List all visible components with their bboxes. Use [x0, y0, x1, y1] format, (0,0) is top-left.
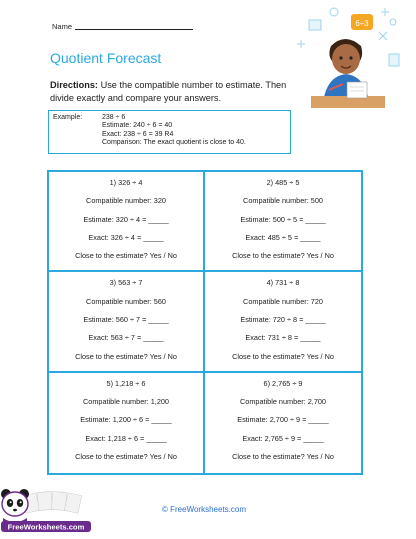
freeworksheets-logo[interactable] — [0, 488, 92, 538]
problem-title: 5) 1,218 ÷ 6 — [106, 378, 146, 388]
estimate-line[interactable]: Estimate: 1,200 ÷ 6 = _____ — [80, 415, 172, 425]
compatible-number: Compatible number: 320 — [86, 196, 166, 206]
close-question[interactable]: Close to the estimate? Yes / No — [75, 351, 177, 361]
estimate-line[interactable]: Estimate: 560 ÷ 7 = _____ — [83, 314, 169, 324]
paper — [347, 82, 367, 98]
example-line: 238 ÷ 6 — [102, 114, 126, 121]
exact-line[interactable]: Exact: 326 ÷ 4 = _____ — [88, 232, 164, 242]
close-question[interactable]: Close to the estimate? Yes / No — [75, 251, 177, 261]
directions-text: Use the compatible number to estimate. Then divide exactly and compare your answers. — [50, 80, 287, 103]
logo-text: FreeWorksheets.com — [7, 522, 85, 532]
close-question[interactable]: Close to the estimate? Yes / No — [232, 451, 334, 461]
estimate-line[interactable]: Estimate: 500 ÷ 5 = _____ — [240, 214, 326, 224]
example-box — [48, 110, 291, 154]
name-label: Name — [52, 22, 73, 31]
problem-cell — [49, 272, 205, 372]
student-illustration — [289, 4, 404, 112]
compatible-number: Compatible number: 560 — [86, 296, 166, 306]
problem-title: 3) 563 ÷ 7 — [109, 278, 143, 288]
estimate-line[interactable]: Estimate: 320 ÷ 4 = _____ — [83, 214, 169, 224]
problem-title: 1) 326 ÷ 4 — [109, 178, 143, 187]
copyright-link[interactable]: © FreeWorksheets.com — [162, 505, 246, 514]
problem-title: 4) 731 ÷ 8 — [266, 278, 300, 288]
example-line: Comparison: The exact quotient is close to 40. — [102, 138, 246, 146]
example-line: Estimate: 240 ÷ 6 = 40 — [102, 122, 173, 130]
problem-cell — [205, 373, 361, 473]
compatible-number: Compatible number: 500 — [243, 196, 323, 206]
compatible-number: Compatible number: 720 — [243, 296, 323, 306]
exact-line[interactable]: Exact: 2,765 ÷ 9 = _____ — [242, 433, 324, 443]
exact-line[interactable]: Exact: 485 ÷ 5 = _____ — [245, 232, 321, 242]
exact-line[interactable]: Exact: 563 ÷ 7 = _____ — [88, 333, 164, 343]
math-card-text: 6÷3 — [355, 19, 369, 28]
compatible-number: Compatible number: 2,700 — [240, 396, 326, 406]
exact-line[interactable]: Exact: 731 ÷ 8 = _____ — [245, 333, 321, 343]
directions-label: Directions: — [50, 80, 98, 90]
example-line: Exact: 238 ÷ 6 = 39 R4 — [102, 130, 174, 138]
worksheet-title: Quotient Forecast — [50, 50, 162, 66]
close-question[interactable]: Close to the estimate? Yes / No — [75, 451, 177, 461]
name-line[interactable] — [75, 29, 193, 30]
problem-title: 6) 2,765 ÷ 9 — [263, 378, 303, 388]
compatible-number: Compatible number: 1,200 — [83, 396, 169, 406]
problem-cell — [205, 272, 361, 372]
close-question[interactable]: Close to the estimate? Yes / No — [232, 251, 334, 261]
exact-line[interactable]: Exact: 1,218 ÷ 6 = _____ — [85, 433, 167, 443]
directions — [50, 79, 300, 105]
problem-cell — [49, 172, 205, 272]
problem-cell — [205, 172, 361, 272]
problem-cell — [49, 373, 205, 473]
problem-title: 2) 485 ÷ 5 — [266, 178, 300, 187]
estimate-line[interactable]: Estimate: 720 ÷ 8 = _____ — [240, 314, 326, 324]
estimate-line[interactable]: Estimate: 2,700 ÷ 9 = _____ — [237, 415, 329, 425]
close-question[interactable]: Close to the estimate? Yes / No — [232, 351, 334, 361]
example-lines — [102, 114, 246, 147]
worksheet-thumbnails-decoration — [22, 491, 81, 513]
face — [332, 44, 360, 74]
name-field-row — [52, 22, 193, 31]
example-label: Example: — [53, 114, 83, 121]
problems-grid — [47, 170, 363, 475]
